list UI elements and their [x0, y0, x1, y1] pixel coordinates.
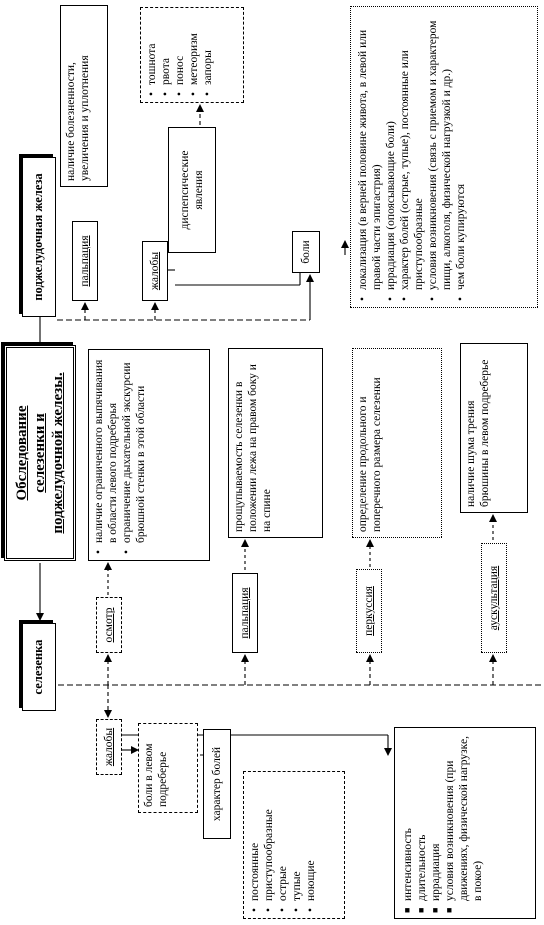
pain-type-4: • тупые: [290, 777, 304, 901]
pancreas-palpation-text: наличие болезненности, увеличения и уплотнения: [65, 55, 92, 181]
spleen-pain-features: [394, 727, 536, 919]
pancreas-dyspeptic-label: диспепсические явления: [178, 150, 205, 230]
pancreas-pain-item-1: • локализация (в верней половине живота, в левой или правой части эпигастрия): [356, 12, 384, 290]
spleen-auscultation-finding: [460, 343, 528, 513]
spleen-percussion-text: определение продольного и поперечного размера селезенки: [357, 377, 384, 532]
dyspeptic-item-5: • запоры: [201, 13, 215, 85]
spleen-pain-character-label: характер болей: [210, 746, 223, 822]
pain-type-2: • приступообразные: [262, 777, 276, 901]
spleen-complaints-label: жалобы: [102, 727, 115, 767]
osmotr-finding-1: • наличие ограниченного выпячивания в области левого подреберья: [92, 355, 120, 543]
pancreas-label: поджелудочная железа: [31, 173, 46, 301]
title-line-3: поджелудочной железы.: [50, 372, 66, 534]
pancreas-pain-label: боли: [299, 240, 312, 264]
spleen-percussion-finding: [352, 348, 442, 538]
spleen-palpation-text: прощупываемость селезенки в положении лежа на правом боку и на спине: [233, 364, 274, 532]
dyspeptic-item-3: • понос: [173, 13, 187, 85]
spleen-node: [22, 623, 56, 711]
spleen-osmotr-label: осмотр: [102, 607, 115, 643]
pancreas-pain-item-5: • чем боли купируются: [454, 12, 468, 290]
spleen-pain-types: [243, 771, 345, 919]
pancreas-pain-item-3: • характер болей (острые, тупые), постоянные или приступообразные: [398, 12, 426, 290]
spleen-palpation-finding: [228, 348, 323, 538]
title-box: [4, 345, 76, 561]
pancreas-palpation-method: [72, 221, 98, 301]
spleen-pain-character: [203, 729, 231, 839]
spleen-label: селезенка: [31, 639, 46, 695]
spleen-palpation-label: пальпация: [238, 587, 251, 639]
pancreas-pain-item-2: • иррадиация (опоясывающие боли): [384, 12, 398, 290]
pain-feature-2: ■ длительность: [415, 733, 429, 901]
pancreas-palpation-finding: [60, 5, 108, 187]
spleen-pain-text: боли в левом подреберье: [143, 743, 170, 807]
pancreas-complaints-method: [142, 241, 168, 301]
pain-type-3: • острые: [276, 777, 290, 901]
dyspeptic-item-1: • тошнота: [145, 13, 159, 85]
pain-feature-4: ■ условия возникновения (при движениях, физической нагрузке, в покое): [443, 733, 485, 901]
dyspeptic-item-2: • рвота: [159, 13, 173, 85]
osmotr-finding-2: • ограничение дыхательной экскурсии брюшной стенки в этой области: [120, 355, 148, 543]
spleen-osmotr-method: [96, 597, 122, 653]
spleen-auscultation-text: наличие шума трения брюшины в левом подреберье: [465, 359, 492, 507]
pancreas-pain-items: [350, 6, 538, 308]
title-line-1: Обследование: [14, 405, 30, 501]
pain-type-5: • ноющие: [304, 777, 318, 901]
pancreas-dyspeptic-box: [168, 127, 216, 253]
dyspeptic-item-4: • метеоризм: [187, 13, 201, 85]
spleen-percussion-label: перкуссия: [362, 586, 375, 636]
pain-feature-1: ■ интенсивность: [401, 733, 415, 901]
spleen-auscultation-method: [481, 543, 507, 653]
pain-type-1: • постоянные: [248, 777, 262, 901]
pancreas-dyspeptic-items: [140, 7, 244, 103]
spleen-auscultation-label: аускультация: [487, 565, 500, 631]
spleen-percussion-method: [356, 569, 382, 653]
pancreas-node: [22, 157, 56, 317]
pancreas-pain-box: [292, 231, 320, 273]
pancreas-palpation-label: пальпация: [78, 235, 91, 287]
spleen-pain-box: [138, 723, 198, 813]
spleen-complaints-method: [96, 719, 122, 775]
pain-feature-3: ■ иррадиация: [429, 733, 443, 901]
spleen-osmotr-finding: [88, 349, 210, 561]
title-line-2: селезенки и: [32, 413, 48, 493]
spleen-palpation-method: [232, 573, 258, 653]
pancreas-complaints-label: жалобы: [148, 251, 161, 291]
pancreas-pain-item-4: • условия возникновения (связь с приемом и характером пищи, алкоголя, физической нагрузкой и др.): [426, 12, 454, 290]
